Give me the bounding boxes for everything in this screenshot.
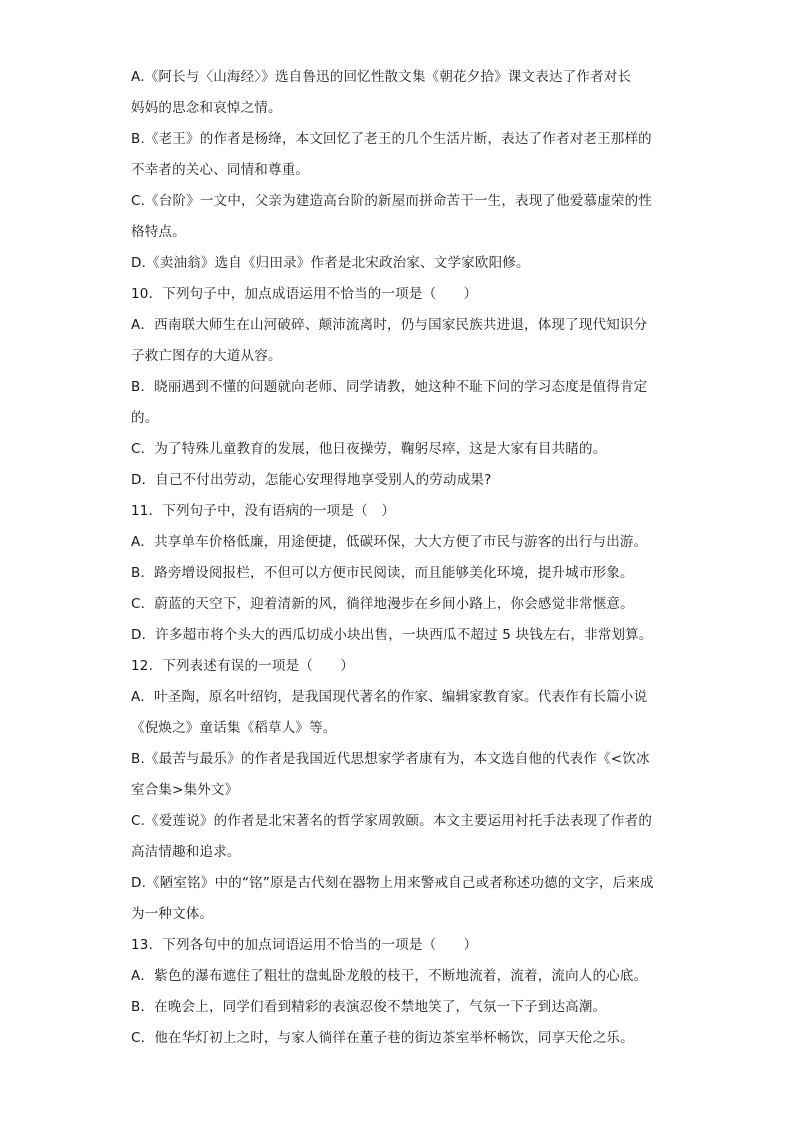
text-line: C.《台阶》一文中，父亲为建造高台阶的新屋而拼命苦干一生，表现了他爱慕虚荣的性 <box>131 193 653 209</box>
text-line: D.《卖油翁》选自《归田录》作者是北宋政治家、文学家欧阳修。 <box>131 255 530 271</box>
text-line: A．西南联大师生在山河破碎、颠沛流离时，仍与国家民族共进退，体现了现代知识分 <box>131 317 648 333</box>
text-line: 格特点。 <box>131 224 186 240</box>
text-line: C.《爱莲说》的作者是北宋著名的哲学家周敦颐。本文主要运用衬托手法表现了作者的 <box>131 813 653 829</box>
question-heading: 10．下列句子中，加点成语运用不恰当的一项是（ ） <box>131 286 478 302</box>
text-line: 不幸者的关心、同情和尊重。 <box>131 162 310 178</box>
text-line: 的。 <box>131 410 159 426</box>
text-line: 室合集>集外文》 <box>131 782 239 798</box>
question-heading: 13．下列各句中的加点词语运用不恰当的一项是（ ） <box>131 937 478 953</box>
text-line: C．为了特殊儿童教育的发展，他日夜操劳，鞠躬尽瘁，这是大家有目共睹的。 <box>131 441 607 457</box>
text-line: A．共享单车价格低廉，用途便捷，低碳环保，大大方便了市民与游客的出行与出游。 <box>131 534 648 550</box>
text-line: B．在晚会上，同学们看到精彩的表演忍俊不禁地笑了，气氛一下子到达高潮。 <box>131 999 607 1015</box>
text-line: A.《阿长与〈山海经〉》选自鲁迅的回忆性散文集《朝花夕拾》课文表达了作者对长 <box>131 69 632 85</box>
text-line: 子救亡图存的大道从容。 <box>131 348 282 364</box>
text-line: B．路旁增设阅报栏，不但可以方便市民阅读，而且能够美化环境，提升城市形象。 <box>131 565 634 581</box>
text-line: C．他在华灯初上之时，与家人徜徉在董子巷的街边茶室举杯畅饮，同享天伦之乐。 <box>131 1030 634 1046</box>
text-line: A．叶圣陶，原名叶绍钧，是我国现代著名的作家、编辑家教育家。代表作有长篇小说 <box>131 689 648 705</box>
text-line: A．紫色的瀑布遮住了粗壮的盘虬卧龙般的枝干，不断地流着，流着，流向人的心底。 <box>131 968 648 984</box>
text-line: B.《最苦与最乐》的作者是我国近代思想家学者康有为，本文选自他的代表作《<饮冰 <box>131 751 650 767</box>
text-line: 妈妈的思念和哀悼之情。 <box>131 100 282 116</box>
text-line: D．许多超市将个头大的西瓜切成小块出售，一块西瓜不超过 5 块钱左右，非常划算。 <box>131 627 653 643</box>
text-line: B.《老王》的作者是杨绛，本文回忆了老王的几个生活片断，表达了作者对老王那样的 <box>131 131 652 147</box>
document-body <box>131 62 667 1054</box>
text-line: C．蔚蓝的天空下，迎着清新的风，徜徉地漫步在乡间小路上，你会感觉非常惬意。 <box>131 596 634 612</box>
text-line: 为一种文体。 <box>131 906 214 922</box>
text-line: 《倪焕之》童话集《稻草人》等。 <box>131 720 337 736</box>
text-line: D.《陋室铭》中的“铭”原是古代刻在器物上用来警戒自己或者称述功德的文字，后来成 <box>131 875 654 891</box>
text-line: 高洁情趣和追求。 <box>131 844 241 860</box>
text-line: B．晓丽遇到不懂的问题就向老师、同学请教，她这种不耻下问的学习态度是值得肯定 <box>131 379 648 395</box>
question-heading: 11．下列句子中，没有语病的一项是（ ） <box>131 503 396 519</box>
text-line: D．自己不付出劳动，怎能心安理得地享受别人的劳动成果? <box>131 472 492 488</box>
question-heading: 12．下列表述有误的一项是（ ） <box>131 658 355 674</box>
